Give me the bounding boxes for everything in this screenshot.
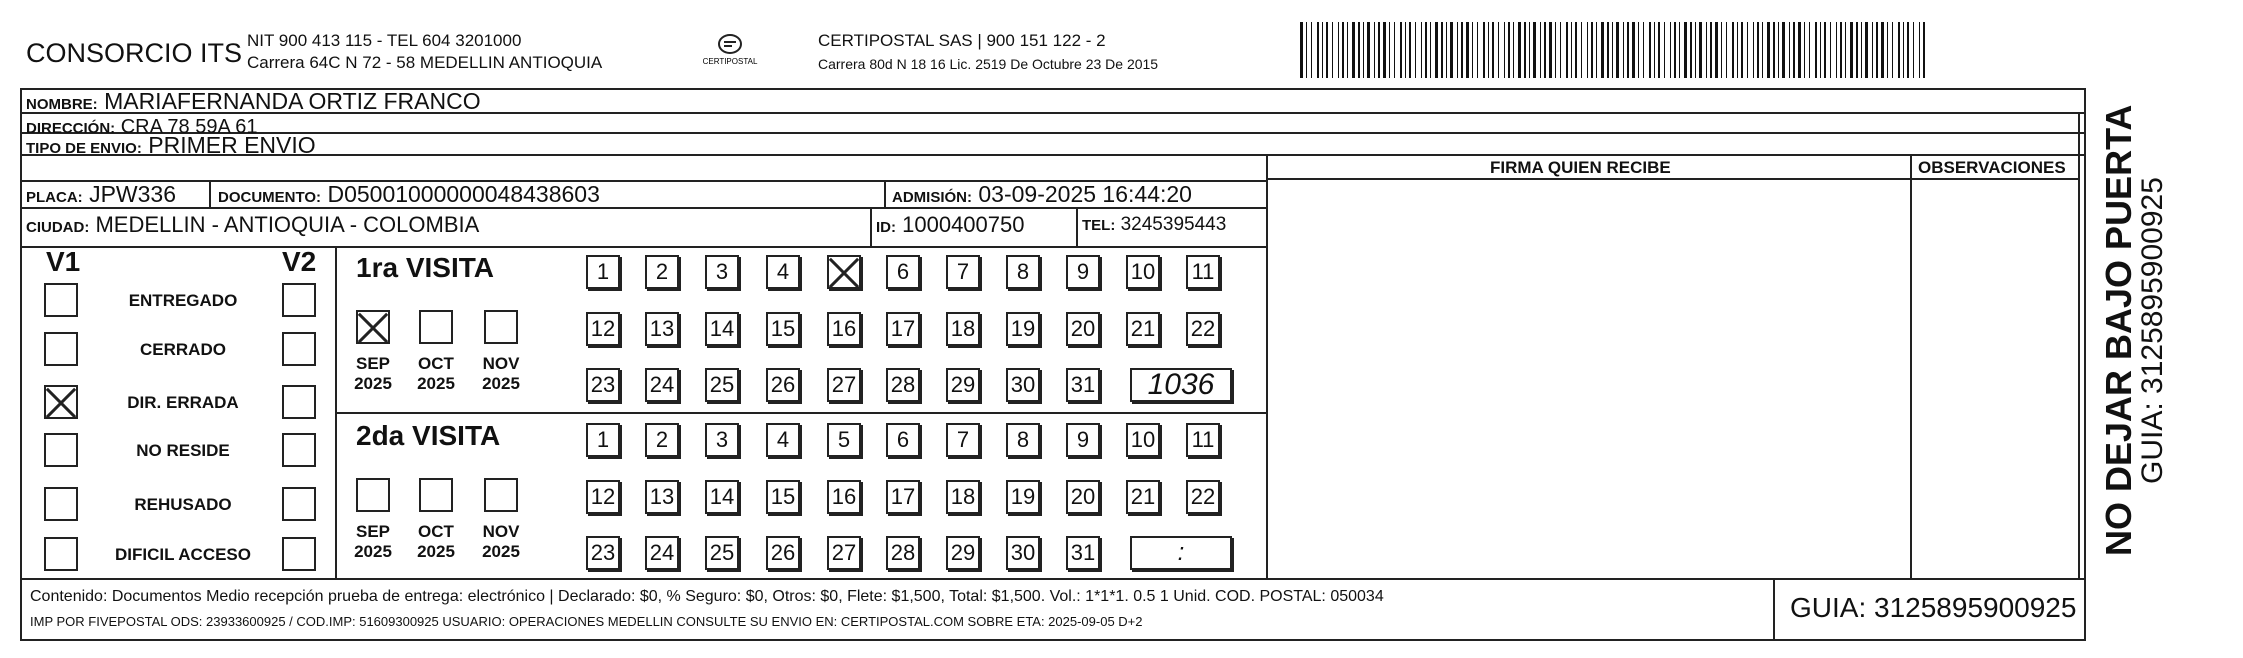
day-24-box[interactable]: 24 (645, 368, 679, 402)
v1-checkbox[interactable] (44, 537, 78, 571)
month-label: NOV 2025 (482, 354, 520, 393)
day-20-box[interactable]: 20 (1066, 312, 1100, 346)
logo-icon (702, 30, 758, 72)
day-11-box[interactable]: 11 (1186, 423, 1220, 457)
day-1-box[interactable]: 1 (586, 423, 620, 457)
certipostal-logo (702, 30, 758, 72)
direccion-row: DIRECCIÓN: CRA 78 59A 61 (26, 116, 258, 138)
day-17-box[interactable]: 17 (886, 312, 920, 346)
day-9-box[interactable]: 9 (1066, 423, 1100, 457)
day-28-box[interactable]: 28 (886, 368, 920, 402)
side-warning: NO DEJAR BAJO PUERTA (2098, 104, 2139, 556)
placa-row: PLACA: JPW336 (26, 181, 176, 207)
day-25-box[interactable]: 25 (705, 536, 739, 570)
status-label: REHUSADO (134, 495, 232, 514)
nit-line: NIT 900 413 115 - TEL 604 3201000 (247, 31, 522, 50)
day-10-box[interactable]: 10 (1126, 423, 1160, 457)
day-28-box[interactable]: 28 (886, 536, 920, 570)
certipostal-line: CERTIPOSTAL SAS | 900 151 122 - 2 (818, 31, 1106, 50)
day-5-box[interactable]: 5 (827, 423, 861, 457)
day-15-box[interactable]: 15 (766, 312, 800, 346)
day-18-box[interactable]: 18 (946, 312, 980, 346)
day-17-box[interactable]: 17 (886, 480, 920, 514)
barcode (1298, 22, 1936, 78)
company-address: Carrera 64C N 72 - 58 MEDELLIN ANTIOQUIA (247, 53, 603, 72)
day-22-box[interactable]: 22 (1186, 480, 1220, 514)
day-7-box[interactable]: 7 (946, 423, 980, 457)
observaciones-label: OBSERVACIONES (1918, 158, 2066, 177)
day-29-box[interactable]: 29 (946, 536, 980, 570)
day-12-box[interactable]: 12 (586, 480, 620, 514)
day-26-box[interactable]: 26 (766, 368, 800, 402)
day-19-box[interactable]: 19 (1006, 312, 1040, 346)
day-30-box[interactable]: 30 (1006, 368, 1040, 402)
footer-content: Contenido: Documentos Medio recepción prueba de entrega: electrónico | Declarado: $0, % Seguro: $0, Otros: $0, Flete: $1,500, Total: $1,500. Vol.: 1*1*1. 0.5 1 Unid. COD. POSTAL: 050034 (30, 588, 1384, 605)
v2-checkbox[interactable] (282, 385, 316, 419)
v1-checkbox[interactable] (44, 283, 78, 317)
day-7-box[interactable]: 7 (946, 255, 980, 289)
day-3-box[interactable]: 3 (705, 255, 739, 289)
documento-row: DOCUMENTO: D05001000000048438603 (218, 181, 600, 207)
day-31-box[interactable]: 31 (1066, 536, 1100, 570)
status-label: ENTREGADO (128, 291, 238, 310)
tel-value: 3245395443 (1120, 214, 1227, 235)
day-10-box[interactable]: 10 (1126, 255, 1160, 289)
v2-header: V2 (282, 246, 317, 277)
day-14-box[interactable]: 14 (705, 312, 739, 346)
placa-value: JPW336 (89, 181, 176, 207)
day-2-box[interactable]: 2 (645, 255, 679, 289)
day-2-box[interactable]: 2 (645, 423, 679, 457)
company-info (247, 30, 602, 74)
month-label: OCT 2025 (417, 354, 455, 393)
month-checkbox[interactable] (484, 478, 518, 512)
status-label: DIR. ERRADA (127, 393, 239, 412)
day-13-box[interactable]: 13 (645, 480, 679, 514)
day-21-box[interactable]: 21 (1126, 312, 1160, 346)
status-label: CERRADO (140, 340, 226, 359)
time-box[interactable]: 1036 (1130, 368, 1232, 402)
day-4-box[interactable]: 4 (766, 423, 800, 457)
ciudad-row: CIUDAD: MEDELLIN - ANTIOQUIA - COLOMBIA (26, 212, 480, 237)
day-29-box[interactable]: 29 (946, 368, 980, 402)
admision-row: ADMISIÓN: 03-09-2025 16:44:20 (892, 181, 1192, 207)
day-23-box[interactable]: 23 (586, 368, 620, 402)
time-box[interactable]: : (1130, 536, 1232, 570)
day-8-box[interactable]: 8 (1006, 423, 1040, 457)
day-8-box[interactable]: 8 (1006, 255, 1040, 289)
day-6-box[interactable]: 6 (886, 423, 920, 457)
documento-value: D05001000000048438603 (327, 181, 600, 207)
tipo-value: PRIMER ENVIO (148, 132, 316, 158)
day-18-box[interactable]: 18 (946, 480, 980, 514)
day-4-box[interactable]: 4 (766, 255, 800, 289)
day-21-box[interactable]: 21 (1126, 480, 1160, 514)
day-15-box[interactable]: 15 (766, 480, 800, 514)
month-label: SEP 2025 (354, 522, 392, 561)
day-27-box[interactable]: 27 (827, 536, 861, 570)
v1-checkbox[interactable] (44, 332, 78, 366)
company-name: CONSORCIO ITS (26, 38, 243, 68)
side-guia: GUIA: 3125895900925 (2136, 177, 2169, 484)
month-checkbox[interactable] (356, 310, 390, 344)
admision-value: 03-09-2025 16:44:20 (978, 181, 1192, 207)
day-12-box[interactable]: 12 (586, 312, 620, 346)
tipo-row: TIPO DE ENVIO: PRIMER ENVIO (26, 132, 316, 158)
day-3-box[interactable]: 3 (705, 423, 739, 457)
ciudad-value: MEDELLIN - ANTIOQUIA - COLOMBIA (95, 212, 480, 237)
visit-title: 2da VISITA (356, 420, 501, 451)
day-13-box[interactable]: 13 (645, 312, 679, 346)
v2-checkbox[interactable] (282, 433, 316, 467)
month-label: SEP 2025 (354, 354, 392, 393)
svg-text:CERTIPOSTAL: CERTIPOSTAL (702, 57, 758, 66)
v2-checkbox[interactable] (282, 537, 316, 571)
firma-label: FIRMA QUIEN RECIBE (1490, 158, 1671, 177)
day-11-box[interactable]: 11 (1186, 255, 1220, 289)
month-checkbox[interactable] (419, 310, 453, 344)
status-label: DIFICIL ACCESO (114, 545, 251, 564)
v1-header: V1 (46, 246, 81, 277)
v2-checkbox[interactable] (282, 487, 316, 521)
day-19-box[interactable]: 19 (1006, 480, 1040, 514)
tel-row: TEL: 3245395443 (1082, 214, 1227, 235)
v1-checkbox[interactable] (44, 433, 78, 467)
v1-checkbox[interactable] (44, 487, 78, 521)
month-checkbox[interactable] (419, 478, 453, 512)
month-label: OCT 2025 (417, 522, 455, 561)
day-25-box[interactable]: 25 (705, 368, 739, 402)
month-checkbox[interactable] (356, 478, 390, 512)
footer-guia: GUIA: 3125895900925 (1790, 592, 2077, 623)
visit-title: 1ra VISITA (356, 252, 494, 283)
day-27-box[interactable]: 27 (827, 368, 861, 402)
day-16-box[interactable]: 16 (827, 480, 861, 514)
certipostal-license: Carrera 80d N 18 16 Lic. 2519 De Octubre 23 De 2015 (818, 56, 1159, 72)
nombre-value: MARIAFERNANDA ORTIZ FRANCO (104, 88, 481, 114)
day-16-box[interactable]: 16 (827, 312, 861, 346)
month-checkbox[interactable] (484, 310, 518, 344)
v2-checkbox[interactable] (282, 283, 316, 317)
day-9-box[interactable]: 9 (1066, 255, 1100, 289)
day-22-box[interactable]: 22 (1186, 312, 1220, 346)
day-5-box[interactable] (827, 255, 861, 289)
day-23-box[interactable]: 23 (586, 536, 620, 570)
guide-form (20, 88, 2086, 641)
status-label: NO RESIDE (136, 441, 230, 460)
day-26-box[interactable]: 26 (766, 536, 800, 570)
day-14-box[interactable]: 14 (705, 480, 739, 514)
day-20-box[interactable]: 20 (1066, 480, 1100, 514)
nombre-row: NOMBRE: MARIAFERNANDA ORTIZ FRANCO (26, 88, 481, 114)
id-value: 1000400750 (902, 212, 1025, 237)
day-30-box[interactable]: 30 (1006, 536, 1040, 570)
v2-checkbox[interactable] (282, 332, 316, 366)
month-label: NOV 2025 (482, 522, 520, 561)
v1-checkbox[interactable] (44, 385, 78, 419)
day-31-box[interactable]: 31 (1066, 368, 1100, 402)
day-24-box[interactable]: 24 (645, 536, 679, 570)
day-1-box[interactable]: 1 (586, 255, 620, 289)
direccion-value: CRA 78 59A 61 (120, 116, 258, 138)
footer-print-info: IMP POR FIVEPOSTAL ODS: 23933600925 / COD.IMP: 51609300925 USUARIO: OPERACIONES MEDELLIN CONSULTE SU ENVIO EN: CERTIPOSTAL.COM SOBRE ETA: 2025-09-05 D+2 (30, 614, 1143, 629)
day-6-box[interactable]: 6 (886, 255, 920, 289)
id-row: ID: 1000400750 (876, 212, 1025, 237)
